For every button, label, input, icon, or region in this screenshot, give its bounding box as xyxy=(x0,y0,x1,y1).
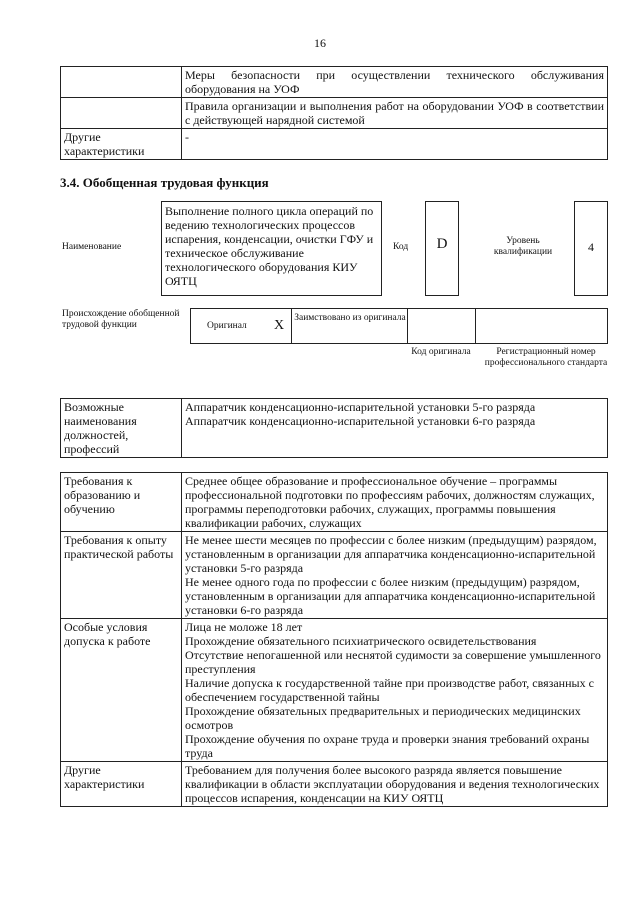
origin-label: Происхождение обобщенной трудовой функции xyxy=(62,309,180,330)
row-label: Особые условия допуска к работе xyxy=(61,619,182,762)
row-label xyxy=(61,67,182,98)
original-mark: X xyxy=(274,318,285,333)
borrowed-label: Заимствовано из оригинала xyxy=(294,313,406,323)
row-value: Лица не моложе 18 лет Прохождение обязательного психиатрического освидетельствования Отсутствие непогашенной или неснятой судимости за совершение умышленного преступления Наличие допуска к государственной тайне при производстве работ, связанных с обеспечением государственной тайны Прохождение обязательных предварительных и периодических медицинских осмотров Прохождение обучения по охране труда и проверки знания требований охраны труда xyxy=(182,619,608,762)
table-row xyxy=(61,399,608,458)
level-label: Уровень квалификации xyxy=(493,236,553,257)
table-row xyxy=(61,619,608,762)
reg-number-cell xyxy=(475,309,608,343)
page-number: 16 xyxy=(314,36,326,50)
level-value: 4 xyxy=(574,201,608,296)
table-row xyxy=(61,762,608,807)
row-value: Аппаратчик конденсационно-испарительной установки 5-го разряда Аппаратчик конденсационно-испарительной установки 6-го разряда xyxy=(182,399,608,458)
name-label: Наименование xyxy=(62,242,122,252)
positions-table xyxy=(60,398,608,458)
borrowed-cell xyxy=(291,309,408,343)
section-heading: 3.4. Обобщенная трудовая функция xyxy=(60,175,269,190)
code-label: Код xyxy=(393,242,409,252)
row-value: Среднее общее образование и профессиональное обучение – программы профессиональной подготовки по профессиям рабочих, должностям служащих, программы переподготовки рабочих, служащих, программы повышения квалификации рабочих, служащих xyxy=(182,473,608,532)
table-row xyxy=(61,98,608,129)
code-value: D xyxy=(425,201,459,296)
row-label xyxy=(61,98,182,129)
row-label: Другие характеристики xyxy=(61,762,182,807)
row-label: Требования к образованию и обучению xyxy=(61,473,182,532)
row-value: Меры безопасности при осуществлении технического обслуживания оборудования на УОФ xyxy=(182,67,608,98)
table-row xyxy=(61,129,608,160)
table-row xyxy=(61,67,608,98)
row-value: Правила организации и выполнения работ на оборудовании УОФ в соответствии с действующей нарядной системой xyxy=(182,98,608,129)
row-label: Возможные наименования должностей, профессий xyxy=(61,399,182,458)
function-name: Выполнение полного цикла операций по ведению технологических процессов испарения, конденсации, очистки ГФУ и техническое обслуживание технологического оборудования КИУ ОЯТЦ xyxy=(161,201,382,296)
row-value: Не менее шести месяцев по профессии с более низким (предыдущим) разрядом, установленным в организации для аппаратчика конденсационно-испарительной установки 5-го разряда Не менее одного года по профессии с более низким (предыдущим) разрядом, установленным в организации для аппаратчика конденсационно-испарительной установки 6-го разряда xyxy=(182,532,608,619)
row-value: - xyxy=(182,129,608,160)
row-label: Другие характеристики xyxy=(61,129,182,160)
knowledge-table xyxy=(60,66,608,160)
code-original-cell xyxy=(407,309,476,343)
row-label: Требования к опыту практической работы xyxy=(61,532,182,619)
row-value: Требованием для получения более высокого разряда является повышение квалификации в области эксплуатации оборудования и ведения технологических процессов испарения, конденсации на КИУ ОЯТЦ xyxy=(182,762,608,807)
table-row xyxy=(61,532,608,619)
origin-row xyxy=(190,308,608,344)
original-label: Оригинал xyxy=(207,321,247,331)
requirements-table xyxy=(60,472,608,807)
table-row xyxy=(61,473,608,532)
original-cell xyxy=(191,309,291,343)
reg-number-caption: Регистрационный номер профессионального стандарта xyxy=(484,347,608,368)
code-original-caption: Код оригинала xyxy=(411,347,471,357)
